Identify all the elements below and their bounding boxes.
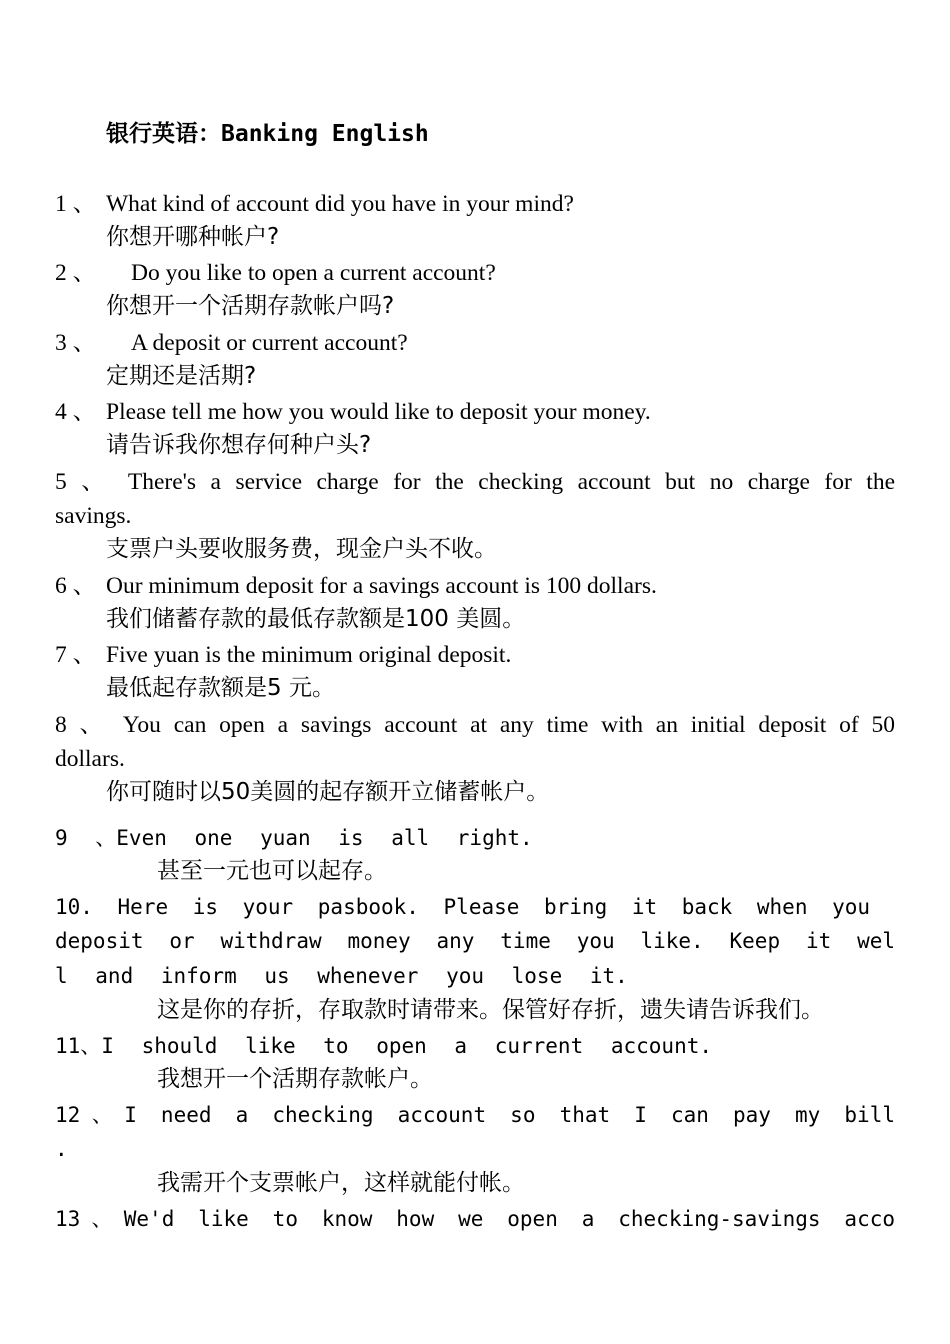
english-sentence-continued: l and inform us whenever you lose it.: [55, 964, 628, 988]
english-sentence: 8 、 You can open a savings account at any time with an initial deposit of 50: [55, 712, 895, 738]
item-number: 1 、: [55, 191, 97, 217]
english-sentence: Five yuan is the minimum original deposit.: [106, 642, 512, 668]
item-number: 2 、: [55, 260, 97, 286]
english-sentence: 11、I should like to open a current account.: [55, 1034, 713, 1058]
english-sentence-continued: deposit or withdraw money any time you like. Keep it wel: [55, 929, 895, 953]
document-title: 银行英语：Banking English: [106, 121, 429, 147]
chinese-translation: 我们储蓄存款的最低存款额是100 美圆。: [106, 606, 526, 632]
item-number: 3 、: [55, 330, 97, 356]
english-sentence: Please tell me how you would like to deposit your money.: [106, 399, 651, 425]
chinese-translation: 你想开一个活期存款帐户吗?: [106, 293, 395, 319]
english-sentence: 13、We'd like to know how we open a checking-savings acco: [55, 1207, 895, 1231]
chinese-translation: 你可随时以50美圆的起存额开立储蓄帐户。: [106, 779, 550, 805]
item-number: 4 、: [55, 399, 97, 425]
chinese-translation: 请告诉我你想存何种户头?: [106, 432, 372, 458]
english-sentence: 5 、 There's a service charge for the checking account but no charge for the: [55, 469, 895, 495]
english-sentence-continued: dollars.: [55, 746, 125, 772]
english-sentence: What kind of account did you have in your mind?: [106, 191, 574, 217]
english-sentence-continued: .: [55, 1137, 68, 1161]
chinese-translation: 定期还是活期?: [106, 363, 257, 389]
english-sentence: A deposit or current account?: [131, 330, 408, 356]
english-sentence: Do you like to open a current account?: [131, 260, 496, 286]
chinese-translation: 你想开哪种帐户?: [106, 224, 280, 250]
english-sentence: 10. Here is your pasbook. Please bring it back when you: [55, 895, 870, 919]
english-sentence: Our minimum deposit for a savings account is 100 dollars.: [106, 573, 657, 599]
english-sentence: 12、I need a checking account so that I can pay my bill: [55, 1103, 895, 1127]
english-sentence-continued: savings.: [55, 503, 132, 529]
english-sentence: 9 、Even one yuan is all right.: [55, 826, 533, 850]
item-number: 6 、: [55, 573, 97, 599]
chinese-translation: 我想开一个活期存款帐户。: [157, 1066, 433, 1092]
chinese-translation: 这是你的存折，存取款时请带来。保管好存折，遗失请告诉我们。: [157, 997, 824, 1023]
item-number: 7 、: [55, 642, 97, 668]
chinese-translation: 支票户头要收服务费，现金户头不收。: [106, 536, 497, 562]
chinese-translation: 我需开个支票帐户，这样就能付帐。: [157, 1170, 525, 1196]
chinese-translation: 甚至一元也可以起存。: [157, 858, 387, 884]
chinese-translation: 最低起存款额是5 元。: [106, 675, 335, 701]
